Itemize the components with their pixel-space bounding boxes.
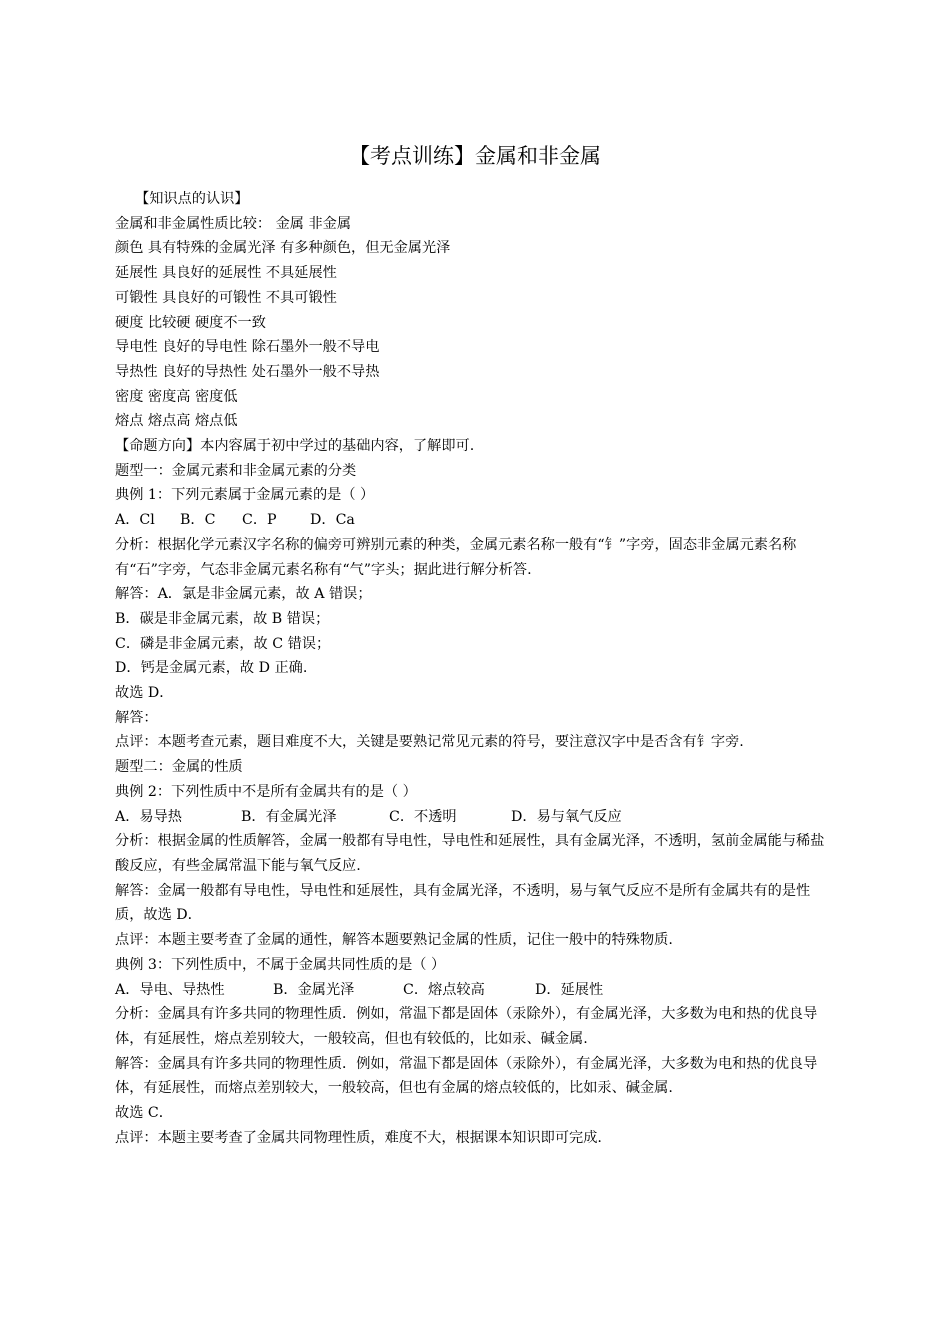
option-a: A．Cl [115, 512, 155, 529]
analysis: 分析：根据金属的性质解答，金属一般都有导电性，导电性和延展性，具有金属光泽，不透明，氢前金属能与稀盐酸反应，有些金属常温下能与氧气反应. [115, 833, 825, 874]
option-c: C．不透明 [389, 808, 457, 825]
comment: 点评：本题主要考查了金属共同物理性质，难度不大，根据课本知识即可完成. [115, 1129, 602, 1146]
text-line: 颜色 具有特殊的金属光泽 有多种颜色，但无金属光泽 [115, 240, 451, 257]
question-2-options [115, 805, 837, 830]
answer-line: D．钙是金属元素，故 D 正确. [115, 660, 308, 677]
option-d: D．延展性 [535, 981, 604, 998]
text-line: 延展性 具良好的延展性 不具延展性 [115, 265, 337, 282]
answer: 解答：金属一般都有导电性，导电性和延展性，具有金属光泽，不透明，易与氧气反应不是所有金属共有的是性质，故选 D． [115, 882, 811, 924]
text-line: 金属和非金属性质比较： 金属 非金属 [115, 215, 352, 232]
document-body [115, 187, 837, 1150]
text-line: 导热性 良好的导热性 处石墨外一般不导热 [115, 363, 380, 380]
question-1-options [115, 508, 837, 533]
answer-line: B．碳是非金属元素，故 B 错误； [115, 610, 330, 627]
option-c: C．熔点较高 [403, 981, 485, 998]
answer: 解答：金属具有许多共同的物理性质．例如，常温下都是固体（汞除外），有金属光泽，大多数为电和热的优良导体，有延展性，而熔点差别较大，一般较高，但也有金属的熔点较低的，比如汞、碱金属. [115, 1055, 818, 1097]
text-line: 密度 密度高 密度低 [115, 388, 238, 405]
knowledge-heading: 【知识点的认识】 [135, 191, 249, 207]
text-line: 【命题方向】本内容属于初中学过的基础内容，了解即可. [115, 438, 475, 455]
analysis: 分析：根据化学元素汉字名称的偏旁可辨别元素的种类，金属元素名称一般有“钅”字旁，固态非金属元素名称有“石”字旁，气态非金属元素名称有“气”字头；据此进行解分析答. [115, 536, 797, 578]
text-line: 导电性 良好的导电性 除石墨外一般不导电 [115, 339, 380, 356]
option-d: D．Ca [310, 512, 355, 529]
option-a: A．导电、导热性 [115, 981, 225, 998]
question-3: 典例 3：下列性质中，不属于金属共同性质的是（ ） [115, 956, 446, 973]
comment: 点评：本题考查元素，题目难度不大，关键是要熟记常见元素的符号，要注意汉字中是否含有钅字旁. [115, 734, 744, 751]
option-b: B．C [180, 512, 216, 529]
question-2: 典例 2：下列性质中不是所有金属共有的是（ ） [115, 783, 417, 800]
analysis: 分析：金属具有许多共同的物理性质．例如，常温下都是固体（汞除外），有金属光泽，大多数为电和热的优良导体，有延展性，熔点差别较大，一般较高，但也有较低的，比如汞、碱金属. [115, 1006, 818, 1047]
text-line: 熔点 熔点高 熔点低 [115, 413, 238, 430]
text-line: 可锻性 具良好的可锻性 不具可锻性 [115, 289, 337, 306]
text-line: 题型一：金属元素和非金属元素的分类 [115, 462, 357, 479]
option-a: A．易导热 [115, 808, 182, 825]
answer-choice: 故选 C． [115, 1105, 173, 1122]
comment: 点评：本题主要考查了金属的通性，解答本题要熟记金属的性质，记住一般中的特殊物质. [115, 932, 673, 949]
option-b: B．有金属光泽 [241, 808, 337, 825]
question-3-options [115, 978, 837, 1003]
type-heading: 题型二：金属的性质 [115, 759, 243, 776]
option-c: C．P [242, 512, 277, 529]
answer: 解答： [115, 709, 158, 726]
answer-choice: 故选 D． [115, 685, 174, 702]
option-d: D．易与氧气反应 [511, 808, 622, 825]
page-title: 【考点训练】金属和非金属 [349, 144, 601, 168]
question-1: 典例 1：下列元素属于金属元素的是（ ） [115, 487, 375, 504]
answer-line: C．磷是非金属元素，故 C 错误； [115, 635, 331, 652]
text-line: 硬度 比较硬 硬度不一致 [115, 314, 266, 331]
answer: 解答：A．氯是非金属元素，故 A 错误； [115, 586, 372, 603]
option-b: B．金属光泽 [273, 981, 355, 998]
